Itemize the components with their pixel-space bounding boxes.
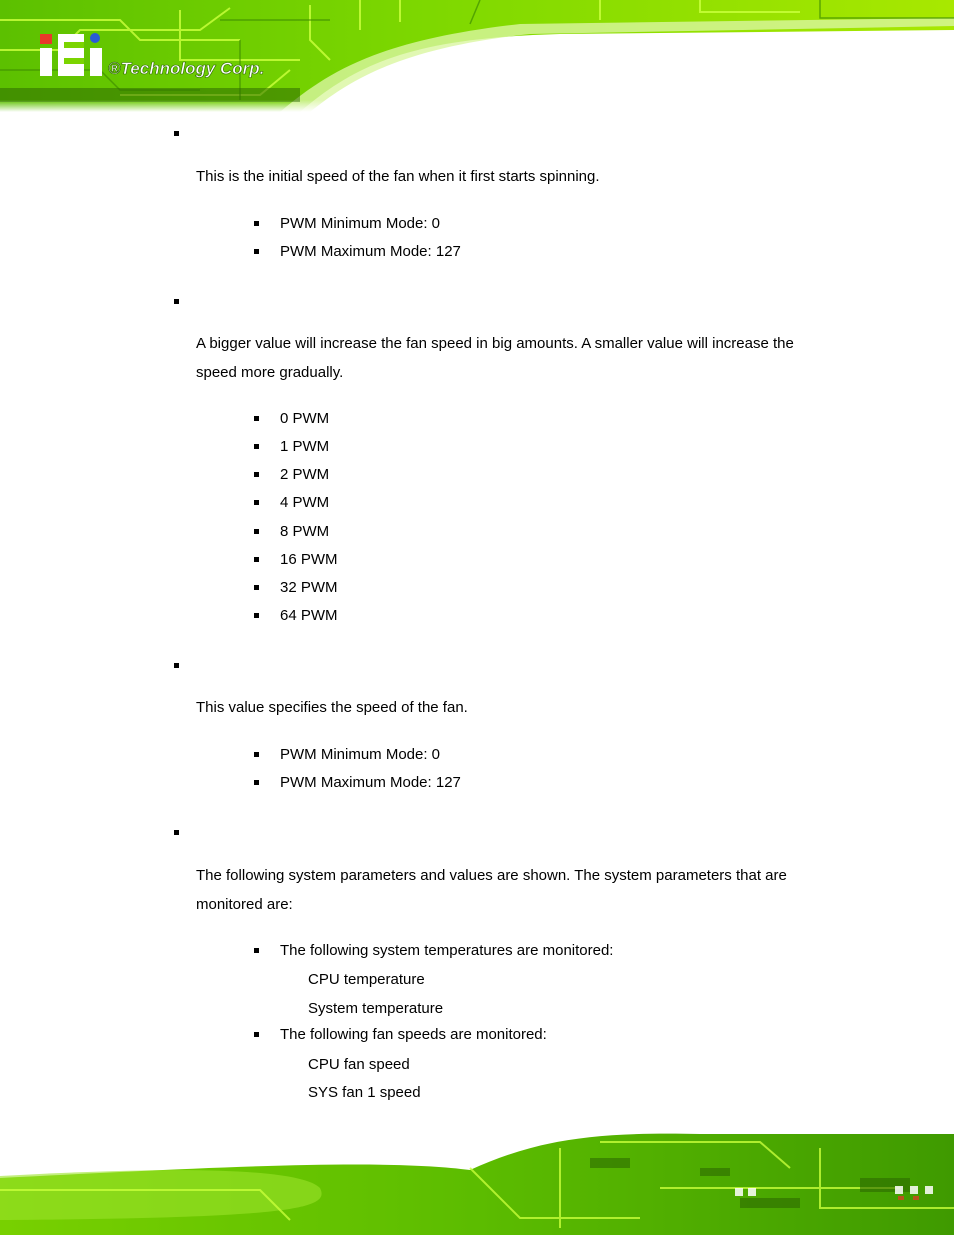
list-item: 8 PWM	[280, 523, 330, 540]
list-item: 2 PWM	[280, 466, 330, 483]
section-bullet-4	[174, 830, 179, 835]
section-1-paragraph: This is the initial speed of the fan when it first starts spinning.	[196, 168, 600, 185]
section-bullet-1	[174, 131, 179, 136]
sub-list-item: CPU temperature	[308, 971, 425, 988]
list-item: 4 PWM	[280, 494, 330, 511]
footer-banner	[0, 1128, 954, 1235]
list-item: PWM Maximum Mode: 127	[280, 774, 461, 791]
header-banner	[0, 0, 954, 112]
list-item: PWM Minimum Mode: 0	[280, 215, 441, 232]
section-bullet-2	[174, 299, 179, 304]
list-item: PWM Maximum Mode: 127	[280, 243, 461, 260]
list-item: 1 PWM	[280, 438, 330, 455]
section-3-paragraph: This value specifies the speed of the fan.	[196, 699, 468, 716]
list-item: The following fan speeds are monitored:	[280, 1026, 547, 1043]
list-item: 16 PWM	[280, 551, 338, 568]
list-item: 64 PWM	[280, 607, 338, 624]
sub-list-item: System temperature	[308, 1000, 444, 1017]
section-bullet-3	[174, 663, 179, 668]
logo-text: ®Technology Corp.	[108, 59, 265, 78]
sub-list-item: CPU fan speed	[308, 1056, 410, 1073]
list-item: The following system temperatures are monitored:	[280, 942, 614, 959]
sub-list-item: SYS fan 1 speed	[308, 1084, 421, 1101]
section-2-paragraph: A bigger value will increase the fan speed in big amounts. A smaller value will increase the speed more gradually.	[196, 335, 794, 381]
list-item: PWM Minimum Mode: 0	[280, 746, 441, 763]
list-item: 32 PWM	[280, 579, 338, 596]
list-item: 0 PWM	[280, 410, 330, 427]
section-4-paragraph: The following system parameters and values are shown. The system parameters that are monitored are:	[196, 867, 787, 913]
